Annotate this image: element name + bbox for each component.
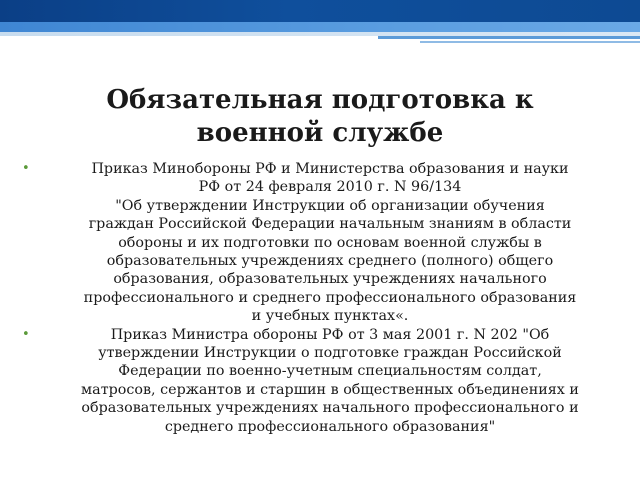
bullet-text-line: граждан Российской Федерации начальным знаниям в области	[88, 216, 572, 233]
header-accent-line-thin	[420, 41, 640, 43]
bullet-text-line: обороны и их подготовки по основам военной службы в	[118, 234, 542, 251]
bullet-text-line: образования, образовательных учреждениях начального	[113, 271, 547, 288]
bullet-dot-icon: •	[22, 161, 30, 176]
bullet-text-line: среднего профессионального образования"	[164, 418, 496, 435]
title-line: военной службе	[196, 118, 444, 148]
header-band	[0, 22, 640, 32]
bullet-text-line: образовательных учреждениях начального профессионального и	[81, 400, 579, 417]
slide-title	[20, 84, 620, 150]
bullet-list	[22, 160, 610, 436]
bullet-item	[22, 326, 610, 436]
title-line: Обязательная подготовка к	[106, 85, 534, 115]
bullet-text-line: и учебных пунктах«.	[251, 308, 409, 325]
bullet-text-line: матросов, сержантов и старшин в общественных объединениях и	[81, 381, 579, 398]
header-bar	[0, 0, 640, 22]
bullet-text-line: профессионального и среднего профессионального образования	[83, 289, 577, 306]
bullet-text-line: Приказ Министра обороны РФ от 3 мая 2001 г. N 202 "Об	[110, 326, 550, 343]
bullet-text-line: утверждении Инструкции о подготовке граждан Российской	[98, 345, 562, 362]
bullet-text-line: Федерации по военно-учетным специальностям солдат,	[118, 363, 542, 380]
header-accent-line	[378, 36, 640, 39]
bullet-dot-icon: •	[22, 326, 30, 342]
bullet-text-line: образовательных учреждениях среднего (полного) общего	[106, 253, 554, 270]
bullet-text-line: "Об утверждении Инструкции об организации обучения	[115, 197, 545, 214]
bullet-text-line: РФ от 24 февраля 2010 г. N 96/134	[198, 179, 462, 196]
bullet-item	[22, 160, 610, 326]
bullet-text-line: Приказ Минобороны РФ и Министерства образования и науки	[91, 161, 569, 177]
